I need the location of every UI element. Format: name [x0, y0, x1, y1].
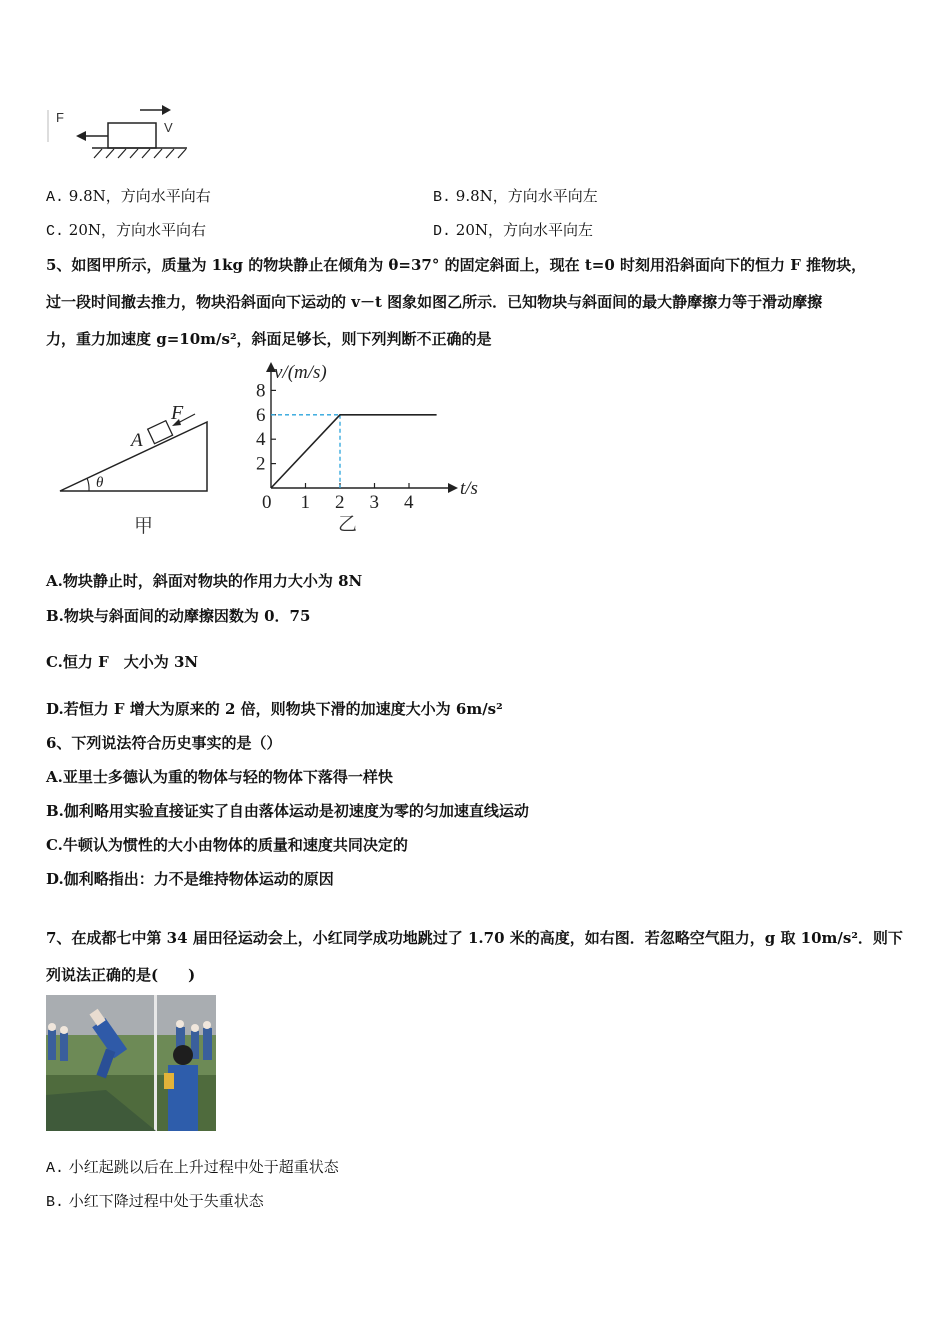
q5-stem-line3: 力，重力加速度 g=10m/s²，斜面足够长，则下列判断不正确的是: [46, 330, 492, 348]
q5-option-a: A.物块静止时，斜面对物块的作用力大小为 8N: [46, 572, 363, 590]
q5-yi-caption: 乙: [338, 513, 358, 535]
q6-option-a: A.亚里士多德认为重的物体与轻的物体下落得一样快: [46, 768, 393, 786]
q7-option-b: B. 小红下降过程中处于失重状态: [46, 1192, 264, 1211]
q5-figure-jia: [55, 400, 220, 540]
x-tick-label: 4: [404, 492, 414, 513]
q5-jia-angle-label: θ: [96, 475, 104, 491]
y-tick-label: 4: [256, 429, 266, 451]
y-tick-label: 2: [256, 453, 266, 475]
q6-option-d: D.伽利略指出：力不是维持物体运动的原因: [46, 870, 334, 888]
x-tick-label: 2: [335, 492, 345, 513]
q5-option-d: D.若恒力 F 增大为原来的 2 倍，则物块下滑的加速度大小为 6m/s²: [46, 700, 503, 718]
q4-option-a: A. 9.8N，方向水平向右: [46, 187, 211, 206]
q6-stem: 6、下列说法符合历史事实的是（）: [46, 734, 282, 752]
y-tick-label: 8: [256, 380, 266, 402]
high-jump-photo: [46, 995, 216, 1131]
q5-jia-caption: 甲: [134, 515, 154, 537]
q5-stem-line1: 5、如图甲所示，质量为 1kg 的物块静止在倾角为 θ=37° 的固定斜面上，现在 t=0 时刻用沿斜面向下的恒力 F 推物块，: [46, 256, 867, 274]
q5-jia-force-label: F: [171, 402, 184, 424]
q6-option-c: C.牛顿认为惯性的大小由物体的质量和速度共同决定的: [46, 836, 408, 854]
q4-option-c: C. 20N，方向水平向右: [46, 221, 206, 240]
q5-jia-block-label: A: [131, 430, 143, 451]
x-tick-label: 3: [369, 492, 379, 513]
q5-stem-line2: 过一段时间撤去推力，物块沿斜面向下运动的 v－t 图象如图乙所示．已知物块与斜面间的最大静摩擦力等于滑动摩擦: [46, 293, 823, 311]
x-tick-label: 0: [262, 492, 272, 513]
q5-option-c: C.恒力 F 大小为 3N: [46, 653, 199, 671]
q4-force-label: F: [56, 110, 64, 125]
y-tick-label: 6: [256, 404, 266, 426]
q7-stem-line1: 7、在成都七中第 34 届田径运动会上，小红同学成功地跳过了 1.70 米的高度，如右图．若忽略空气阻力，g 取 10m/s²．则下: [46, 929, 903, 947]
q5-option-b: B.物块与斜面间的动摩擦因数为 0．75: [46, 607, 311, 625]
q4-velocity-label: V: [164, 120, 173, 135]
q4-option-d: D. 20N，方向水平向左: [433, 221, 593, 240]
q5-figure-yi-chart: [250, 360, 490, 540]
q6-option-b: B.伽利略用实验直接证实了自由落体运动是初速度为零的匀加速直线运动: [46, 802, 529, 820]
q4-figure: [40, 100, 200, 170]
x-axis-label: t/s: [460, 478, 478, 499]
q7-option-a: A. 小红起跳以后在上升过程中处于超重状态: [46, 1158, 339, 1177]
y-axis-label: v/(m/s): [274, 362, 327, 383]
x-tick-label: 1: [300, 492, 310, 513]
q7-stem-line2: 列说法正确的是( ): [46, 966, 196, 984]
q4-option-b: B. 9.8N，方向水平向左: [433, 187, 598, 206]
velocity-series-line: [271, 415, 437, 488]
